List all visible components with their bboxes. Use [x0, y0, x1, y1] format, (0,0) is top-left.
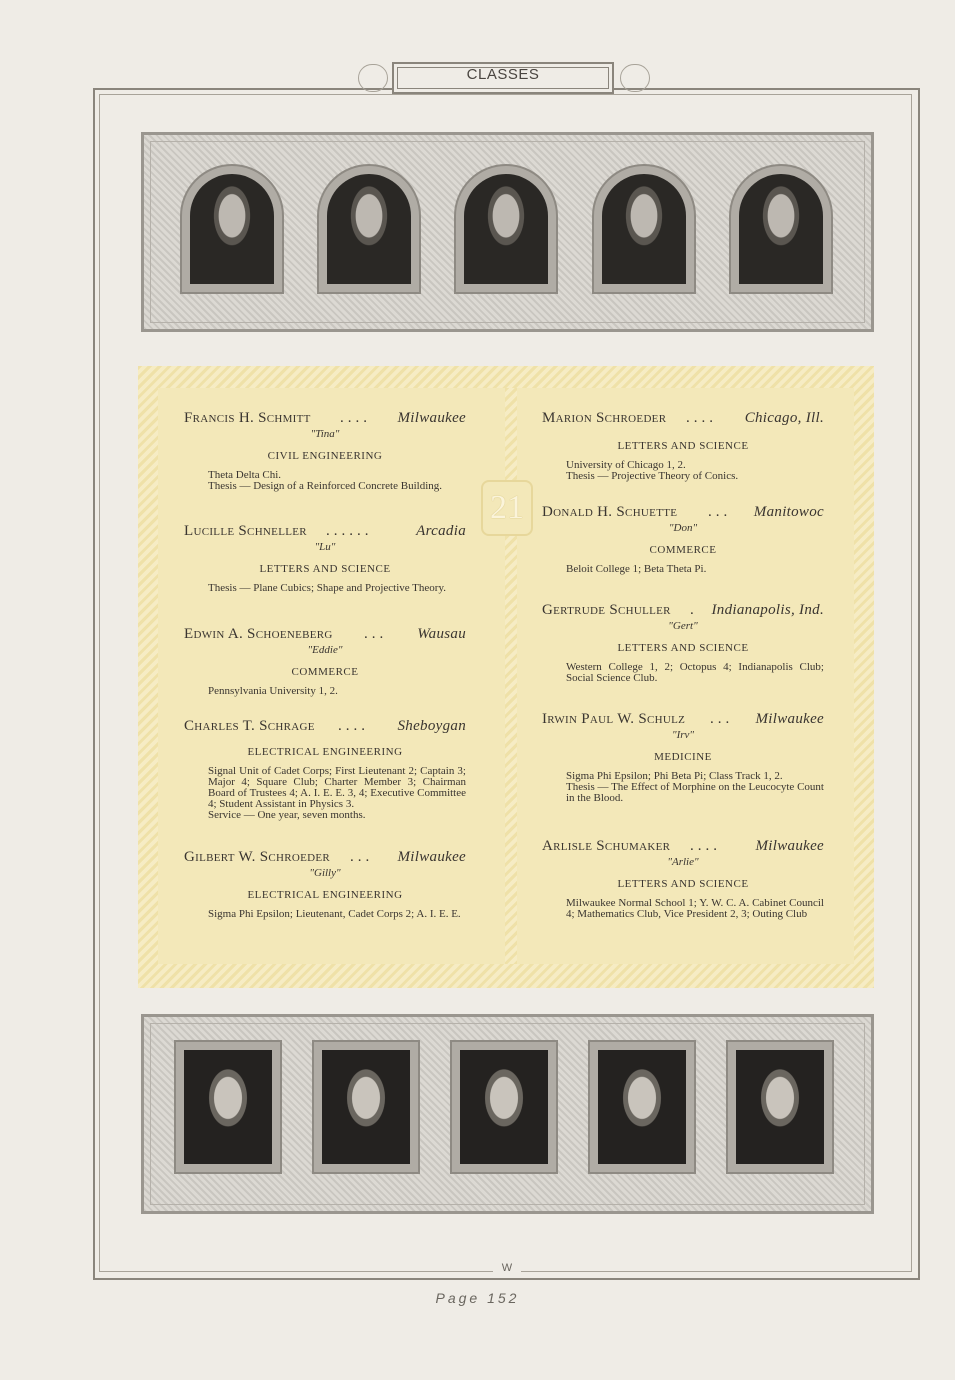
- student-name: Francis H. Schmitt: [184, 410, 311, 426]
- student-entry: [542, 504, 824, 575]
- student-name: Charles T. Schrage: [184, 718, 315, 734]
- student-entry: [184, 849, 466, 920]
- student-entry: [184, 718, 466, 821]
- student-name: Donald H. Schuette: [542, 504, 678, 520]
- student-department: ELECTRICAL ENGINEERING: [247, 889, 403, 901]
- page-number: Page 152: [435, 1290, 520, 1306]
- student-activity: Beloit College 1; Beta Theta Pi.: [566, 563, 707, 575]
- student-activity: Thesis — Projective Theory of Conics.: [566, 470, 739, 482]
- footer-ornament: W: [493, 1262, 521, 1276]
- student-activity: University of Chicago 1, 2.: [566, 459, 686, 471]
- student-city: Milwaukee: [397, 849, 466, 865]
- portrait-photo: [588, 1040, 696, 1174]
- leader-dots: ....: [690, 838, 721, 854]
- portrait-photo: [454, 164, 558, 294]
- student-entry: [184, 523, 466, 594]
- portrait-photo: [726, 1040, 834, 1174]
- student-city: Manitowoc: [753, 504, 824, 520]
- student-activity: Signal Unit of Cadet Corps; First Lieutenant 2; Captain 3; Major 4; Square Club; Charter Member 3; Chairman Board of Trustees 4; A. I. E. E. 3, 4; Executive Committee 4; Student Assistant in Physics 3.: [208, 765, 466, 810]
- student-nickname: "Irv": [671, 729, 695, 741]
- portrait-photo: [312, 1040, 420, 1174]
- student-city: Arcadia: [416, 523, 466, 539]
- class-year-badge: 21: [481, 480, 533, 536]
- portrait-photo: [174, 1040, 282, 1174]
- student-entry: [542, 838, 824, 920]
- student-activity: Western College 1, 2; Octopus 4; Indianapolis Club; Social Science Club.: [566, 661, 824, 684]
- student-department: COMMERCE: [649, 544, 717, 556]
- student-city: Chicago, Ill.: [744, 410, 824, 426]
- student-city: Milwaukee: [755, 838, 824, 854]
- student-activity: Thesis — Plane Cubics; Shape and Projective Theory.: [208, 582, 446, 594]
- student-name: Marion Schroeder: [542, 410, 667, 426]
- student-entry: [184, 410, 466, 492]
- student-activity: Sigma Phi Epsilon; Phi Beta Pi; Class Track 1, 2.: [566, 770, 783, 782]
- leader-dots: ....: [338, 718, 369, 734]
- student-city: Wausau: [417, 626, 466, 642]
- portrait-photo: [592, 164, 696, 294]
- portrait-photo: [317, 164, 421, 294]
- student-nickname: "Don": [668, 522, 698, 534]
- student-activity: Thesis — The Effect of Morphine on the Leucocyte Count in the Blood.: [566, 781, 824, 804]
- student-activity: Pennsylvania University 1, 2.: [208, 685, 338, 697]
- student-city: Sheboygan: [397, 718, 466, 734]
- student-nickname: "Gilly": [309, 867, 341, 879]
- student-department: CIVIL ENGINEERING: [267, 450, 383, 462]
- student-city: Indianapolis, Ind.: [711, 602, 824, 618]
- student-nickname: "Arlie": [667, 856, 699, 868]
- leader-dots: .: [690, 602, 698, 618]
- student-nickname: "Eddie": [307, 644, 343, 656]
- student-entry: [542, 711, 824, 804]
- leader-dots: ...: [350, 849, 374, 865]
- student-city: Milwaukee: [397, 410, 466, 426]
- student-activity: Thesis — Design of a Reinforced Concrete Building.: [208, 480, 443, 492]
- student-nickname: "Lu": [314, 541, 336, 553]
- student-department: LETTERS AND SCIENCE: [617, 642, 749, 654]
- leader-dots: ...: [710, 711, 734, 727]
- leader-dots: ......: [326, 523, 373, 539]
- student-department: ELECTRICAL ENGINEERING: [247, 746, 403, 758]
- student-activity: Theta Delta Chi.: [208, 469, 282, 481]
- student-entry: [184, 626, 466, 697]
- student-name: Gilbert W. Schroeder: [184, 849, 331, 865]
- leader-dots: ...: [364, 626, 388, 642]
- student-activity: Service — One year, seven months.: [208, 809, 366, 821]
- student-nickname: "Gert": [668, 620, 698, 632]
- student-department: LETTERS AND SCIENCE: [617, 440, 749, 452]
- student-name: Gertrude Schuller: [542, 602, 671, 618]
- student-department: MEDICINE: [654, 751, 712, 763]
- student-name: Irwin Paul W. Schulz: [542, 711, 686, 727]
- student-nickname: "Tina": [310, 428, 340, 440]
- leader-dots: ....: [340, 410, 371, 426]
- student-activity: Milwaukee Normal School 1; Y. W. C. A. Cabinet Council 4; Mathematics Club, Vice President 2, 3; Outing Club: [566, 897, 824, 920]
- student-activity: Sigma Phi Epsilon; Lieutenant, Cadet Corps 2; A. I. E. E.: [208, 908, 461, 920]
- student-department: LETTERS AND SCIENCE: [259, 563, 391, 575]
- student-entry: [542, 410, 824, 482]
- student-name: Edwin A. Schoeneberg: [184, 626, 333, 642]
- student-entry: [542, 602, 824, 684]
- leader-dots: ...: [708, 504, 732, 520]
- student-name: Arlisle Schumaker: [542, 838, 671, 854]
- student-name: Lucille Schneller: [184, 523, 307, 539]
- student-department: COMMERCE: [291, 666, 359, 678]
- column-divider: [505, 388, 517, 964]
- portrait-photo: [729, 164, 833, 294]
- student-department: LETTERS AND SCIENCE: [617, 878, 749, 890]
- portrait-photo: [450, 1040, 558, 1174]
- leader-dots: ....: [686, 410, 717, 426]
- student-city: Milwaukee: [755, 711, 824, 727]
- portrait-photo: [180, 164, 284, 294]
- left-scroll-ornament: [358, 64, 388, 92]
- right-scroll-ornament: [620, 64, 650, 92]
- page-title: CLASSES: [466, 66, 540, 83]
